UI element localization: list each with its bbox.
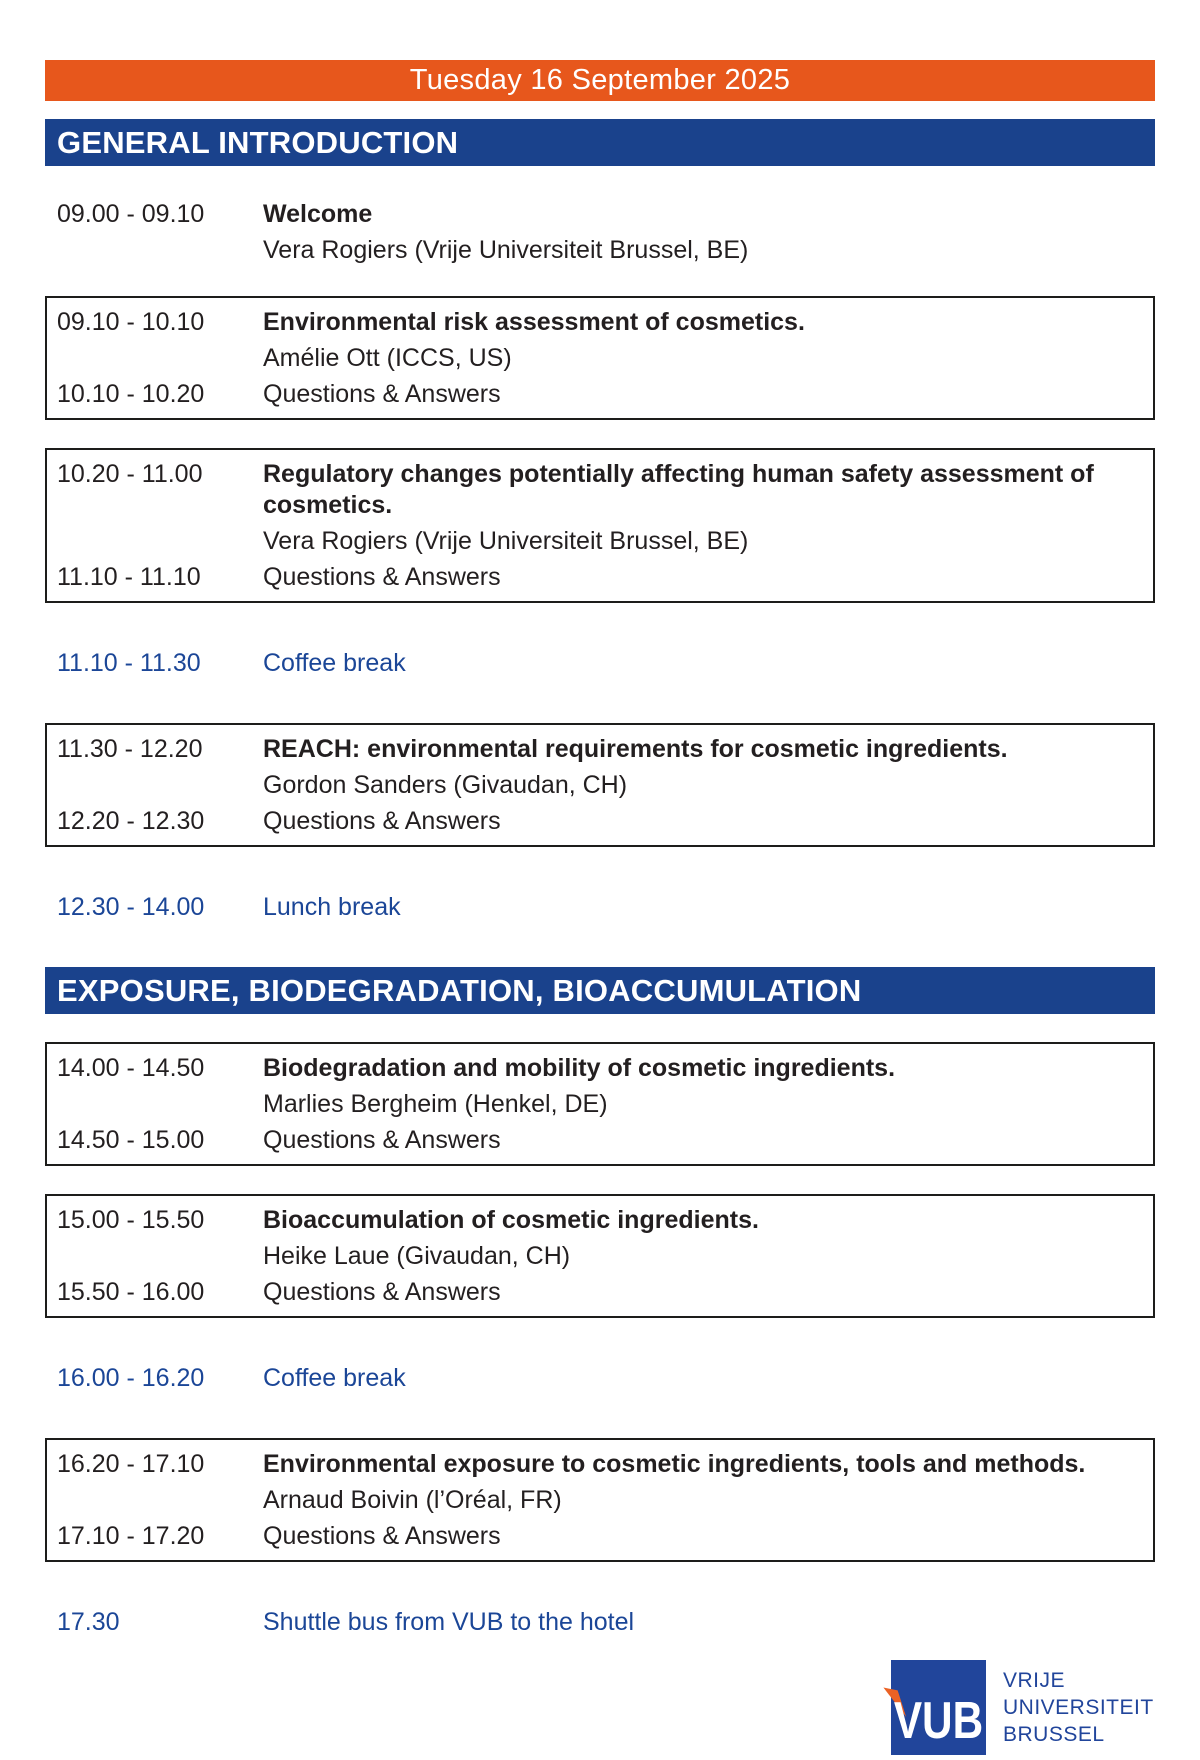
session-qa: Questions & Answers: [263, 1126, 501, 1154]
session-row: [57, 803, 1141, 839]
session-speaker: Amélie Ott (ICCS, US): [263, 344, 512, 372]
break-row: [57, 1604, 1155, 1640]
session-row: [57, 1274, 1141, 1310]
break-label: Coffee break: [263, 649, 406, 677]
session-row: [57, 767, 1141, 803]
session-qa: Questions & Answers: [263, 380, 501, 408]
session-row: [57, 559, 1141, 595]
session-row: [57, 1482, 1141, 1518]
session-time: 14.50 - 15.00: [57, 1126, 205, 1154]
break-row: [57, 1360, 1155, 1396]
section-header-exposure: [45, 967, 1155, 1014]
section-header-text: GENERAL INTRODUCTION: [57, 124, 459, 160]
session-title: Biodegradation and mobility of cosmetic ingredients.: [263, 1054, 896, 1082]
session-time: 15.50 - 16.00: [57, 1278, 205, 1306]
session-speaker: Gordon Sanders (Givaudan, CH): [263, 771, 628, 799]
session-row: [57, 1202, 1141, 1238]
session-welcome: [45, 196, 1155, 268]
break-label: Lunch break: [263, 893, 401, 921]
session-title: REACH: environmental requirements for cosmetic ingredients.: [263, 735, 1008, 763]
section-header-text: EXPOSURE, BIODEGRADATION, BIOACCUMULATION: [57, 972, 862, 1008]
session-title: Regulatory changes potentially affecting human safety assessment of cosmetics.: [263, 460, 1094, 519]
session-row: [57, 196, 1155, 232]
session-card-reach: [45, 723, 1155, 847]
session-time: [57, 235, 263, 266]
vub-logo-acronym: VUB: [893, 1691, 984, 1750]
session-qa: Questions & Answers: [263, 1278, 501, 1306]
session-row: [57, 1238, 1141, 1274]
session-row: [57, 456, 1141, 523]
session-time: [57, 1485, 263, 1516]
date-banner-text: Tuesday 16 September 2025: [409, 64, 791, 96]
session-row: [57, 1050, 1141, 1086]
session-time: 10.20 - 11.00: [57, 460, 203, 488]
session-card-environmental-risk: [45, 296, 1155, 420]
session-row: [57, 1122, 1141, 1158]
session-row: [57, 1446, 1141, 1482]
session-row: [57, 523, 1141, 559]
session-row: [57, 1518, 1141, 1554]
session-time: [57, 1089, 263, 1120]
session-row: [57, 376, 1141, 412]
session-row: [57, 1086, 1141, 1122]
vub-logo-mark: [890, 1660, 987, 1755]
vub-logo-line-1: VRIJE: [1003, 1669, 1066, 1692]
session-time: [57, 770, 263, 801]
break-label: Shuttle bus from VUB to the hotel: [263, 1608, 635, 1636]
session-time: 11.10 - 11.10: [57, 563, 201, 591]
session-time: 09.10 - 10.10: [57, 308, 205, 336]
session-card-regulatory-changes: [45, 448, 1155, 603]
session-speaker: Vera Rogiers (Vrije Universiteit Brussel, BE): [263, 527, 749, 555]
vub-logo-line-2: UNIVERSITEIT: [1003, 1696, 1154, 1719]
coffee-break-afternoon: [45, 1360, 1155, 1396]
session-card-biodegradation: [45, 1042, 1155, 1166]
session-time: 10.10 - 10.20: [57, 380, 205, 408]
session-card-bioaccumulation: [45, 1194, 1155, 1318]
session-qa: Questions & Answers: [263, 563, 501, 591]
session-speaker: Marlies Bergheim (Henkel, DE): [263, 1090, 608, 1118]
vub-logo-line-3: BRUSSEL: [1003, 1723, 1105, 1746]
session-title: Welcome: [263, 200, 373, 228]
session-time: 11.30 - 12.20: [57, 735, 203, 763]
session-row: [57, 304, 1141, 340]
session-row: [57, 340, 1141, 376]
session-card-environmental-exposure: [45, 1438, 1155, 1562]
session-row: [57, 731, 1141, 767]
session-speaker: Vera Rogiers (Vrije Universiteit Brussel, BE): [263, 236, 749, 264]
session-row: [57, 232, 1155, 268]
session-time: 09.00 - 09.10: [57, 200, 205, 228]
break-row: [57, 645, 1155, 681]
session-time: [57, 526, 263, 557]
session-time: 14.00 - 14.50: [57, 1054, 205, 1082]
lunch-break: [45, 889, 1155, 925]
session-title: Environmental risk assessment of cosmetics.: [263, 308, 805, 336]
break-time: 12.30 - 14.00: [57, 893, 205, 921]
session-qa: Questions & Answers: [263, 807, 501, 835]
session-title: Bioaccumulation of cosmetic ingredients.: [263, 1206, 759, 1234]
break-time: 16.00 - 16.20: [57, 1364, 205, 1392]
break-label: Coffee break: [263, 1364, 406, 1392]
session-time: 16.20 - 17.10: [57, 1450, 205, 1478]
break-row: [57, 889, 1155, 925]
session-speaker: Arnaud Boivin (l’Oréal, FR): [263, 1486, 562, 1514]
coffee-break-morning: [45, 645, 1155, 681]
section-header-general-introduction: [45, 119, 1155, 166]
session-title: Environmental exposure to cosmetic ingredients, tools and methods.: [263, 1450, 1086, 1478]
shuttle-bus-row: [45, 1604, 1155, 1640]
session-time: 15.00 - 15.50: [57, 1206, 205, 1234]
session-time: 12.20 - 12.30: [57, 807, 205, 835]
session-time: [57, 343, 263, 374]
vub-logo: [890, 1660, 1154, 1755]
session-speaker: Heike Laue (Givaudan, CH): [263, 1242, 571, 1270]
session-time: [57, 1241, 263, 1272]
date-banner: [45, 60, 1155, 101]
vub-logo-wordmark: [1003, 1667, 1154, 1748]
break-time: 11.10 - 11.30: [57, 649, 201, 677]
session-time: 17.10 - 17.20: [57, 1522, 205, 1550]
session-qa: Questions & Answers: [263, 1522, 501, 1550]
break-time: 17.30: [57, 1608, 120, 1636]
